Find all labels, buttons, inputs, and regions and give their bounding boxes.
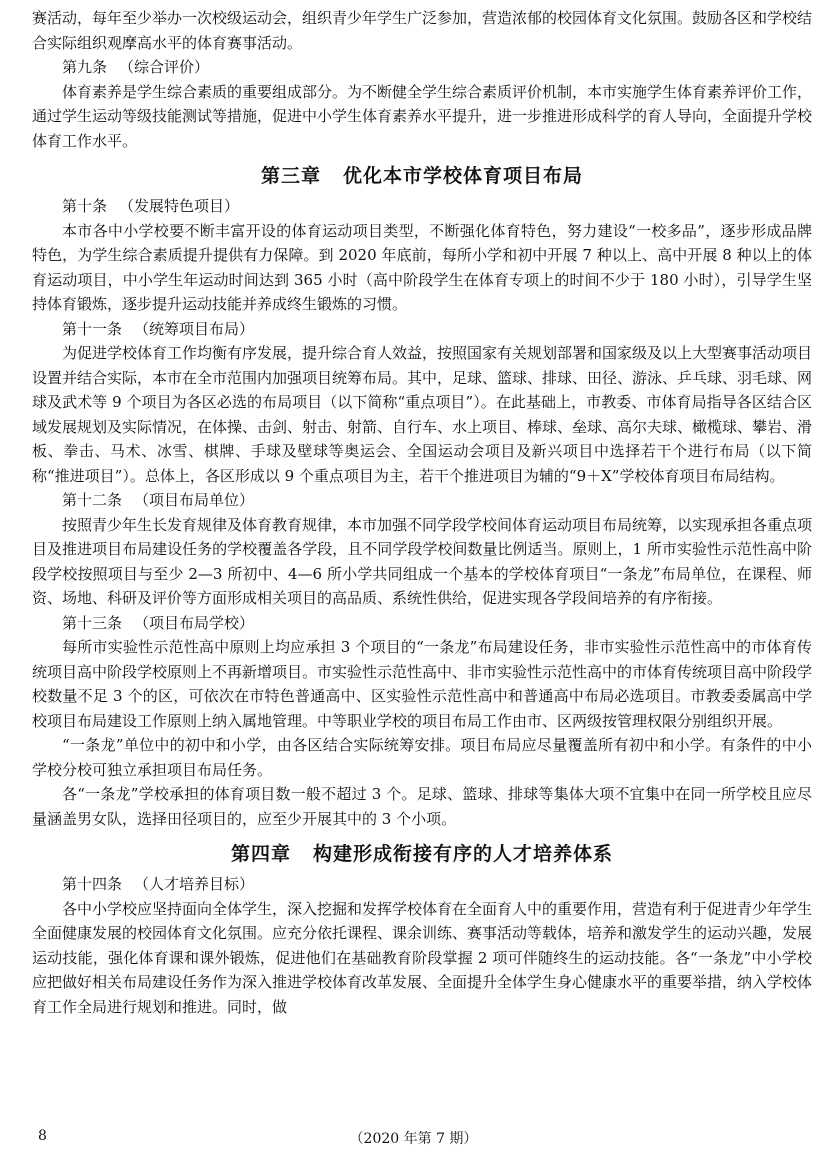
- issue-label: （2020 年第 7 期）: [349, 1131, 478, 1147]
- article-13-body-1: 每所市实验性示范性高中原则上均应承担 3 个项目的“一条龙”布局建设任务，非市实验性示范性高中的市体育传统项目高中阶段学校原则上不再新增项目。市实验性示范性高中、非市实验性示范性高中的市体育传统项目高中阶段学校数量不足 3 个的区，可依次在市特色普通高中、区实验性示范性高中和普通高中布局必选项目。市教委委属高中学校项目布局建设工作原则上纳入属地管理。中等职业学校的项目布局工作由市、区两级按管理权限分别组织开展。: [32, 638, 813, 730]
- article-number: 第十一条: [62, 319, 123, 338]
- article-label: （统筹项目布局）: [134, 319, 255, 338]
- page-footer: [0, 1128, 827, 1158]
- paragraph-continued: 赛活动，每年至少举办一次校级运动会，组织青少年学生广泛参加，营造浓郁的校园体育文化氛围。鼓励各区和学校结合实际组织观摩高水平的体育赛事活动。: [32, 9, 813, 52]
- article-label: （项目布局单位）: [134, 491, 255, 509]
- article-11-body: 为促进学校体育工作均衡有序发展，提升综合育人效益，按照国家有关规划部署和国家级及以上大型赛事活动项目设置并结合实际，本市在全市范围内加强项目统筹布局。其中，足球、篮球、排球、田径、游泳、乒乓球、羽毛球、网球及武术等 9 个项目为各区必选的布局项目（以下简称“重点项目”）。在此基础上，市教委、市体育局指导各区结合区域发展规划及实际情况，在体操、击剑、射击、射箭、自行车、水上项目、棒球、垒球、高尔夫球、橄榄球、攀岩、滑板、拳击、马术、冰雪、棋牌、手球及壁球等奥运会、全国运动会项目及新兴项目中选择若干个进行布局（以下简称“推进项目”）。总体上，各区形成以 9 个重点项目为主，若干个推进项目为辅的“9＋X”学校体育项目布局结构。: [32, 344, 813, 485]
- chapter-title: 优化本市学校体育项目布局: [343, 165, 584, 187]
- chapter-number: 第四章: [230, 843, 291, 865]
- article-label: （人才培养目标）: [134, 875, 255, 893]
- article-number: 第十四条: [62, 875, 123, 893]
- chapter-4-title: [32, 839, 812, 866]
- chapter-number: 第三章: [260, 165, 321, 187]
- article-label: （发展特色项目）: [119, 197, 240, 215]
- article-9-body: 体育素养是学生综合素质的重要组成部分。为不断健全学生综合素质评价机制，本市实施学生体育素养评价工作，通过学生运动等级技能测试等措施，促进中小学生体育素养水平提升，进一步推进形成科学的育人导向，全面提升学校体育工作水平。: [32, 82, 813, 150]
- article-number: 第十三条: [62, 613, 123, 632]
- article-10-heading: [32, 194, 812, 219]
- chapter-title: 构建形成衔接有序的人才培养体系: [313, 843, 614, 865]
- article-11-heading: [32, 317, 812, 342]
- article-13-body-3: 各“一条龙”学校承担的体育项目数一般不超过 3 个。足球、篮球、排球等集体大项不宜集中在同一所学校且应尽量涵盖男女队，选择田径项目的，应至少开展其中的 3 个小项。: [32, 785, 812, 828]
- article-14-heading: [32, 872, 812, 897]
- article-number: 第十条: [62, 197, 108, 215]
- document-page: [32, 6, 812, 1019]
- chapter-3-title: [32, 161, 812, 188]
- article-label: （项目布局学校）: [134, 613, 255, 632]
- article-number: 第九条: [62, 58, 108, 76]
- article-label: （综合评价）: [119, 58, 210, 76]
- page-number: 8: [38, 1128, 47, 1144]
- article-12-heading: [32, 488, 812, 513]
- article-number: 第十二条: [62, 491, 123, 509]
- article-10-body: 本市各中小学校要不断丰富开设的体育运动项目类型，不断强化体育特色，努力建设“一校多品”，逐步形成品牌特色，为学生综合素质提升提供有力保障。到 2020 年底前，每所小学和初中开展 7 种以上、高中开展 8 种以上的体育运动项目，中小学生年运动时间达到 365 小时（高中阶段学生在体育专项上的时间不少于 180 小时），引导学生坚持体育锻炼，逐步提升运动技能并养成终生锻炼的习惯。: [32, 221, 812, 313]
- article-13-heading: [32, 611, 812, 636]
- article-12-body: 按照青少年生长发育规律及体育教育规律，本市加强不同学段学校间体育运动项目布局统筹，以实现承担各重点项目及推进项目布局建设任务的学校覆盖各学段，且不同学段学校间数量比例适当。原则上，1 所市实验性示范性高中阶段学校按照项目与至少 2—3 所初中、4—6 所小学共同组成一个基本的学校体育项目“一条龙”布局单位，在课程、师资、场地、科研及评价等方面形成相关项目的高品质、系统性供给，促进实现各学段间培养的有序衔接。: [32, 515, 813, 607]
- article-9-heading: [32, 55, 812, 80]
- article-14-body: 各中小学校应坚持面向全体学生，深入挖掘和发挥学校体育在全面育人中的重要作用，营造有利于促进青少年学生全面健康发展的校园体育文化氛围。应充分依托课程、课余训练、赛事活动等载体，培养和激发学生的运动兴趣，发展运动技能，强化体育课和课外锻炼，促进他们在基础教育阶段掌握 2 项可伴随终生的运动技能。各“一条龙”中小学校应把做好相关布局建设任务作为深入推进学校体育改革发展、全面提升全体学生身心健康水平的重要举措，纳入学校体育工作全局进行规划和推进。同时，做: [32, 899, 813, 1016]
- article-13-body-2: “一条龙”单位中的初中和小学，由各区结合实际统筹安排。项目布局应尽量覆盖所有初中和小学。有条件的中小学校分校可独立承担项目布局任务。: [32, 736, 812, 779]
